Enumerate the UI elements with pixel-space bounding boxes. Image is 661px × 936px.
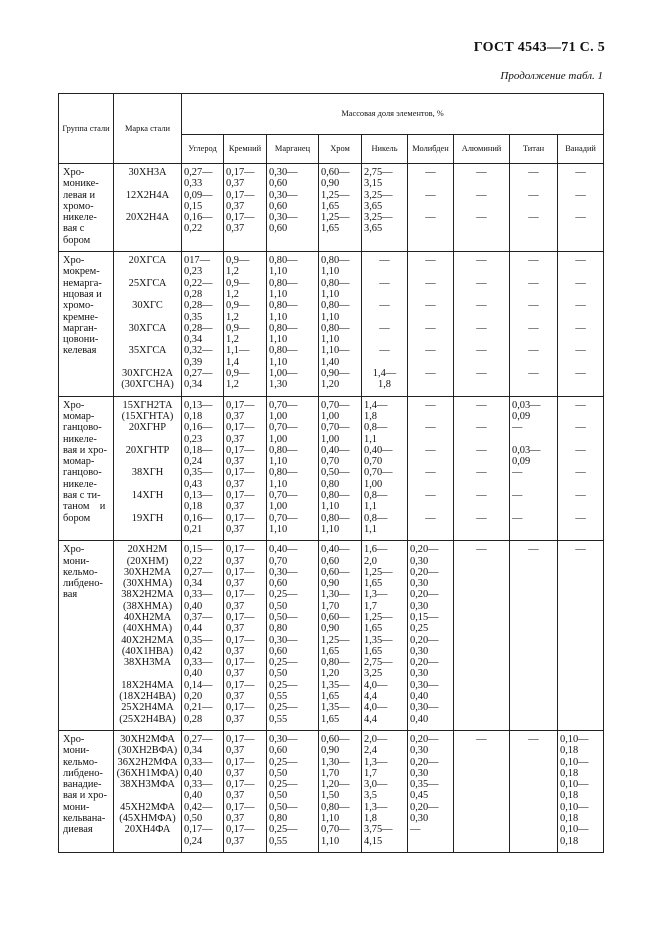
table-row: [59, 541, 604, 731]
steel-grade-cell: 20ХН2М (20ХНМ) 30ХН2МА (30ХНМА) 38Х2Н2МА (38ХНМА) 40ХН2МА (40ХНМА) 40Х2Н2МА (40Х1НВА) 38ХН3МА 18Х2Н4МА (18Х2Н4ВА) 25Х2Н4МА (25Х2Н4ВА): [114, 541, 182, 731]
chromium-cell: 0,80— 1,10 0,80— 1,10 0,80— 1,10 0,80— 1,10 1,10— 1,40 0,90— 1,20: [319, 252, 362, 397]
column-header: Никель: [362, 135, 408, 164]
steel-group-cell: Хро- мони- кельмо- либдено- вая: [59, 541, 114, 731]
titanium-cell: — — — — — —: [510, 252, 558, 397]
vanadium-cell: —: [558, 541, 604, 731]
steel-group-cell: Хро- монике- левая и хромо- никеле- вая с бором: [59, 164, 114, 252]
column-header: Углерод: [182, 135, 224, 164]
manganese-cell: 0,80— 1,10 0,80— 1,10 0,80— 1,10 0,80— 1,10 0,80— 1,10 1,00— 1,30: [267, 252, 319, 397]
titanium-cell: — — —: [510, 164, 558, 252]
nickel-cell: 2,75— 3,15 3,25— 3,65 3,25— 3,65: [362, 164, 408, 252]
column-header: Ванадий: [558, 135, 604, 164]
table-row: [59, 730, 604, 852]
nickel-cell: 1,4— 1,8 0,8— 1,1 0,40— 0,70 0,70— 1,00 0,8— 1,1 0,8— 1,1: [362, 396, 408, 541]
molybdenum-cell: — — — — — —: [408, 396, 454, 541]
steel-grade-cell: 15ХГН2ТА (15ХГНТА) 20ХГНР 20ХГНТР 38ХГН 14ХГН 19ХГН: [114, 396, 182, 541]
table-row: [59, 164, 604, 252]
steel-composition-table: [58, 93, 604, 853]
molybdenum-cell: 0,20— 0,30 0,20— 0,30 0,20— 0,30 0,15— 0,25 0,20— 0,30 0,20— 0,30 0,30— 0,40 0,30— 0,40: [408, 541, 454, 731]
molybdenum-cell: — — — — — —: [408, 252, 454, 397]
silicon-cell: 0,17— 0,37 0,17— 0,37 0,17— 0,37 0,17— 0,37 0,17— 0,37: [224, 730, 267, 852]
table-continuation-label: Продолжение табл. 1: [500, 70, 603, 82]
column-header: Кремний: [224, 135, 267, 164]
aluminium-cell: —: [454, 730, 510, 852]
table-row: [59, 396, 604, 541]
nickel-cell: 2,0— 2,4 1,3— 1,7 3,0— 3,5 1,3— 1,8 3,75— 4,15: [362, 730, 408, 852]
chromium-cell: 0,60— 0,90 1,30— 1,70 1,20— 1,50 0,80— 1,10 0,70— 1,10: [319, 730, 362, 852]
vanadium-cell: — — —: [558, 164, 604, 252]
group-column-header: Группа стали: [59, 94, 114, 164]
silicon-cell: 0,17— 0,37 0,17— 0,37 0,17— 0,37 0,17— 0,37 0,17— 0,37 0,17— 0,37 0,17— 0,37 0,17— 0,37: [224, 541, 267, 731]
molybdenum-cell: — — —: [408, 164, 454, 252]
steel-group-cell: Хро- момар- ганцово- никеле- вая и хро- момар- ганцово- никеле- вая с ти- таном и бором: [59, 396, 114, 541]
carbon-cell: 0,27— 0,33 0,09— 0,15 0,16— 0,22: [182, 164, 224, 252]
carbon-cell: 017— 0,23 0,22— 0,28 0,28— 0,35 0,28— 0,34 0,32— 0,39 0,27— 0,34: [182, 252, 224, 397]
manganese-cell: 0,40— 0,70 0,30— 0,60 0,25— 0,50 0,50— 0,80 0,30— 0,60 0,25— 0,50 0,25— 0,55 0,25— 0,55: [267, 541, 319, 731]
carbon-cell: 0,15— 0,22 0,27— 0,34 0,33— 0,40 0,37— 0,44 0,35— 0,42 0,33— 0,40 0,14— 0,20 0,21— 0,28: [182, 541, 224, 731]
aluminium-cell: —: [454, 541, 510, 731]
aluminium-cell: — — — — — —: [454, 396, 510, 541]
steel-grade-cell: 30ХН3А 12Х2Н4А 20Х2Н4А: [114, 164, 182, 252]
vanadium-cell: — — — — — —: [558, 396, 604, 541]
molybdenum-cell: 0,20— 0,30 0,20— 0,30 0,35— 0,45 0,20— 0,30 —: [408, 730, 454, 852]
aluminium-cell: — — —: [454, 164, 510, 252]
carbon-cell: 0,13— 0,18 0,16— 0,23 0,18— 0,24 0,35— 0,43 0,13— 0,18 0,16— 0,21: [182, 396, 224, 541]
silicon-cell: 0,17— 0,37 0,17— 0,37 0,17— 0,37: [224, 164, 267, 252]
steel-grade-cell: 20ХГСА 25ХГСА 30ХГС 30ХГСА 35ХГСА 30ХГСН2А (30ХГСНА): [114, 252, 182, 397]
steel-grade-cell: 30ХН2МФА (30ХН2ВФА) 36Х2Н2МФА (36ХН1МФА) 38ХН3МФА 45ХН2МФА (45ХНМФА) 20ХН4ФА: [114, 730, 182, 852]
steel-group-cell: Хро- мони- кельмо- либдено- ванадие- вая и хро- мони- кельвана- диевая: [59, 730, 114, 852]
silicon-cell: 0,17— 0,37 0,17— 0,37 0,17— 0,37 0,17— 0,37 0,17— 0,37 0,17— 0,37: [224, 396, 267, 541]
manganese-cell: 0,30— 0,60 0,30— 0,60 0,30— 0,60: [267, 164, 319, 252]
column-header: Молибден: [408, 135, 454, 164]
page-header: ГОСТ 4543—71 С. 5: [473, 40, 605, 55]
grade-column-header: Марка стали: [114, 94, 182, 164]
vanadium-cell: 0,10— 0,18 0,10— 0,18 0,10— 0,18 0,10— 0,18 0,10— 0,18: [558, 730, 604, 852]
steel-group-cell: Хро- мокрем- немарга- нцовая и хромо- кремне- марган- цовони- келевая: [59, 252, 114, 397]
mass-fraction-header: Массовая доля элементов, %: [182, 94, 604, 135]
vanadium-cell: — — — — — —: [558, 252, 604, 397]
nickel-cell: — — — — — 1,4— 1,8: [362, 252, 408, 397]
column-header: Титан: [510, 135, 558, 164]
table-row: [59, 252, 604, 397]
nickel-cell: 1,6— 2,0 1,25— 1,65 1,3— 1,7 1,25— 1,65 1,35— 1,65 2,75— 3,25 4,0— 4,4 4,0— 4,4: [362, 541, 408, 731]
titanium-cell: —: [510, 541, 558, 731]
chromium-cell: 0,60— 0,90 1,25— 1,65 1,25— 1,65: [319, 164, 362, 252]
column-header: Алюминий: [454, 135, 510, 164]
silicon-cell: 0,9— 1,2 0,9— 1,2 0,9— 1,2 0,9— 1,2 1,1— 1,4 0,9— 1,2: [224, 252, 267, 397]
manganese-cell: 0,30— 0,60 0,25— 0,50 0,25— 0,50 0,50— 0,80 0,25— 0,55: [267, 730, 319, 852]
titanium-cell: 0,03— 0,09 — 0,03— 0,09 — — —: [510, 396, 558, 541]
column-header: Хром: [319, 135, 362, 164]
titanium-cell: —: [510, 730, 558, 852]
column-header: Марганец: [267, 135, 319, 164]
carbon-cell: 0,27— 0,34 0,33— 0,40 0,33— 0,40 0,42— 0,50 0,17— 0,24: [182, 730, 224, 852]
chromium-cell: 0,40— 0,60 0,60— 0,90 1,30— 1,70 0,60— 0,90 1,25— 1,65 0,80— 1,20 1,35— 1,65 1,35— 1,65: [319, 541, 362, 731]
aluminium-cell: — — — — — —: [454, 252, 510, 397]
manganese-cell: 0,70— 1,00 0,70— 1,00 0,80— 1,10 0,80— 1,10 0,70— 1,00 0,70— 1,10: [267, 396, 319, 541]
chromium-cell: 0,70— 1,00 0,70— 1,00 0,40— 0,70 0,50— 0,80 0,80— 1,10 0,80— 1,10: [319, 396, 362, 541]
